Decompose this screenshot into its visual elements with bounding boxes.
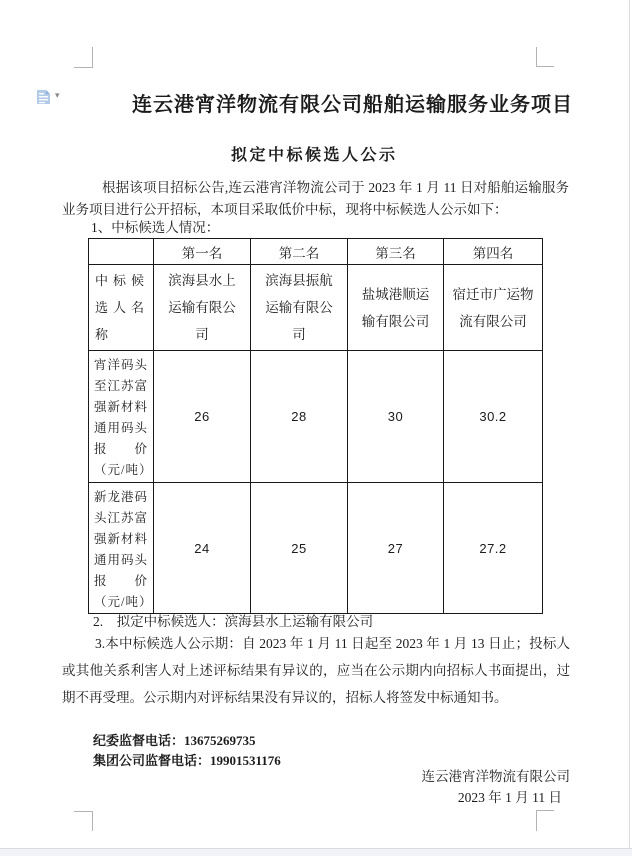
candidate-3-name: 盐城港顺运输有限公司	[348, 265, 444, 351]
price2-candidate-3: 27	[348, 483, 444, 614]
crop-mark-bottom-left	[74, 811, 93, 831]
price2-candidate-2: 25	[251, 483, 348, 614]
header-cell-rank1: 第一名	[154, 239, 251, 265]
dropdown-arrow-icon[interactable]: ▾	[55, 91, 60, 101]
header-cell-empty	[89, 239, 154, 265]
group-phone: 集团公司监督电话：19901531176	[93, 752, 281, 768]
window-right-edge	[629, 0, 630, 849]
table-header-row	[89, 239, 543, 265]
document-subtitle: 拟定中标候选人公示	[231, 147, 398, 164]
row-label-price-2: 新龙港码头江苏富强新材料通用码头报价（元/吨）	[89, 483, 154, 614]
header-cell-rank4: 第四名	[444, 239, 543, 265]
candidate-1-name: 滨海县水上运输有限公司	[154, 265, 251, 351]
table-row-price-xinlonggang-wharf	[89, 483, 543, 614]
window-bottom-edge	[0, 848, 632, 856]
list-item-2: 2. 拟定中标候选人：滨海县水上运输有限公司	[93, 614, 374, 629]
discipline-phone: 纪委监督电话：13675269735	[93, 733, 256, 748]
table-row-price-xiaoyang-wharf	[89, 351, 543, 483]
crop-mark-top-left	[74, 47, 93, 68]
price1-candidate-3: 30	[348, 351, 444, 483]
signature-block	[0, 766, 570, 808]
signature-company: 连云港宵洋物流有限公司	[421, 769, 570, 784]
header-cell-rank2: 第二名	[251, 239, 348, 265]
table-row-candidate-names	[89, 265, 543, 351]
price2-candidate-1: 24	[154, 483, 251, 614]
signature-date: 2023 年 1 月 11 日	[457, 790, 562, 805]
intro-paragraph: 根据该项目招标公告,连云港宵洋物流公司于 2023 年 1 月 11 日对船舶运输服务业务项目进行公开招标，本项目采取低价中标，现将中标候选人公示如下：	[62, 180, 569, 217]
price2-candidate-4: 27.2	[444, 483, 543, 614]
price1-candidate-2: 28	[251, 351, 348, 483]
supervision-phones	[93, 731, 281, 770]
document-title: 连云港宵洋物流有限公司船舶运输服务业务项目	[132, 94, 573, 116]
price1-candidate-4: 30.2	[444, 351, 543, 483]
candidate-2-name: 滨海县振航运输有限公司	[251, 265, 348, 351]
crop-mark-top-right	[536, 47, 554, 67]
document-icon[interactable]	[36, 89, 51, 105]
row-label-candidate-name: 中标候选人名称	[89, 265, 154, 351]
candidate-4-name: 宿迁市广运物流有限公司	[444, 265, 543, 351]
bid-candidates-table	[88, 238, 543, 614]
list-item-3: 3.本中标候选人公示期：自 2023 年 1 月 11 日起至 2023 年 1 月 13 日止；投标人或其他关系利害人对上述评标结果有异议的，应当在公示期内向招标人书面提出，过期不再受理。公示期内对评标结果没有异议的，招标人将签发中标通知书。	[62, 636, 570, 705]
row-label-price-1: 宵洋码头至江苏富强新材料通用码头报价（元/吨）	[89, 351, 154, 483]
crop-mark-bottom-right	[536, 810, 554, 831]
price1-candidate-1: 26	[154, 351, 251, 483]
list-item-1: 1、中标候选人情况：	[91, 220, 220, 235]
header-cell-rank3: 第三名	[348, 239, 444, 265]
